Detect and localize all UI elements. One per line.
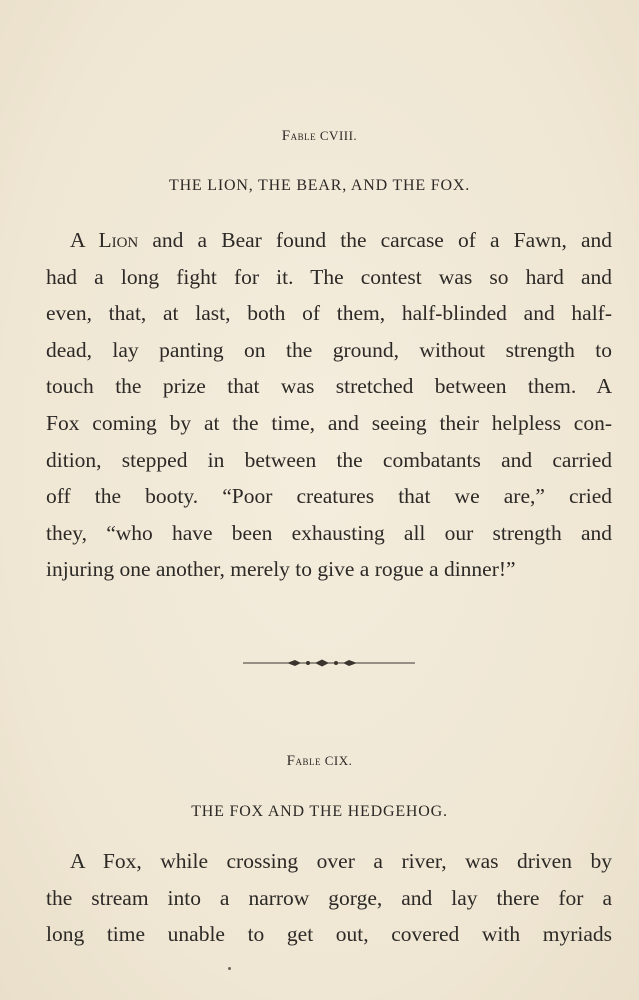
- text-line: dead, lay panting on the ground, without strength to: [46, 337, 612, 362]
- fable-109-title: THE FOX AND THE HEDGEHOG.: [191, 803, 448, 820]
- text-line: injuring one another, merely to give a rogue a dinner!”: [46, 557, 516, 582]
- text-line: dition, stepped in between the combatants and carried: [46, 447, 612, 472]
- fable-108-body: [46, 222, 612, 588]
- text-line: they, “who have been exhausting all our strength and: [46, 520, 612, 545]
- text-line: long time unable to get out, covered with myriads: [46, 922, 612, 947]
- text-line: touch the prize that was stretched between them. A: [46, 374, 612, 399]
- fable-label-rest: able: [290, 128, 317, 143]
- paper-speck: [228, 967, 231, 970]
- fable-label-initial: F: [281, 128, 291, 144]
- text-line: off the booty. “Poor creatures that we are,” cried: [46, 484, 612, 509]
- text-line: A Fox, while crossing over a river, was driven by: [70, 849, 612, 873]
- fable-numeral: CIX.: [324, 753, 353, 768]
- fable-label-initial: F: [286, 753, 296, 769]
- fable-108-heading: [0, 128, 639, 145]
- diamond-ornament-icon: [287, 660, 301, 666]
- fable-109-body: [46, 843, 612, 953]
- fable-numeral: CVIII.: [319, 128, 358, 143]
- text-line: the stream into a narrow gorge, and lay there for a: [46, 885, 612, 910]
- fable-108-title: THE LION, THE BEAR, AND THE FOX.: [169, 177, 470, 194]
- ornament-divider: [243, 657, 415, 669]
- text-line: Fox coming by at the time, and seeing their helpless con-: [46, 410, 612, 435]
- fable-label-rest: able: [295, 753, 321, 768]
- text-line: A Lion and a Bear found the carcase of a Fawn, and: [70, 228, 612, 252]
- fable-109-heading: [0, 753, 639, 770]
- text-line: had a long fight for it. The contest was so hard and: [46, 264, 612, 289]
- text-line: even, that, at last, both of them, half-blinded and half-: [46, 301, 612, 326]
